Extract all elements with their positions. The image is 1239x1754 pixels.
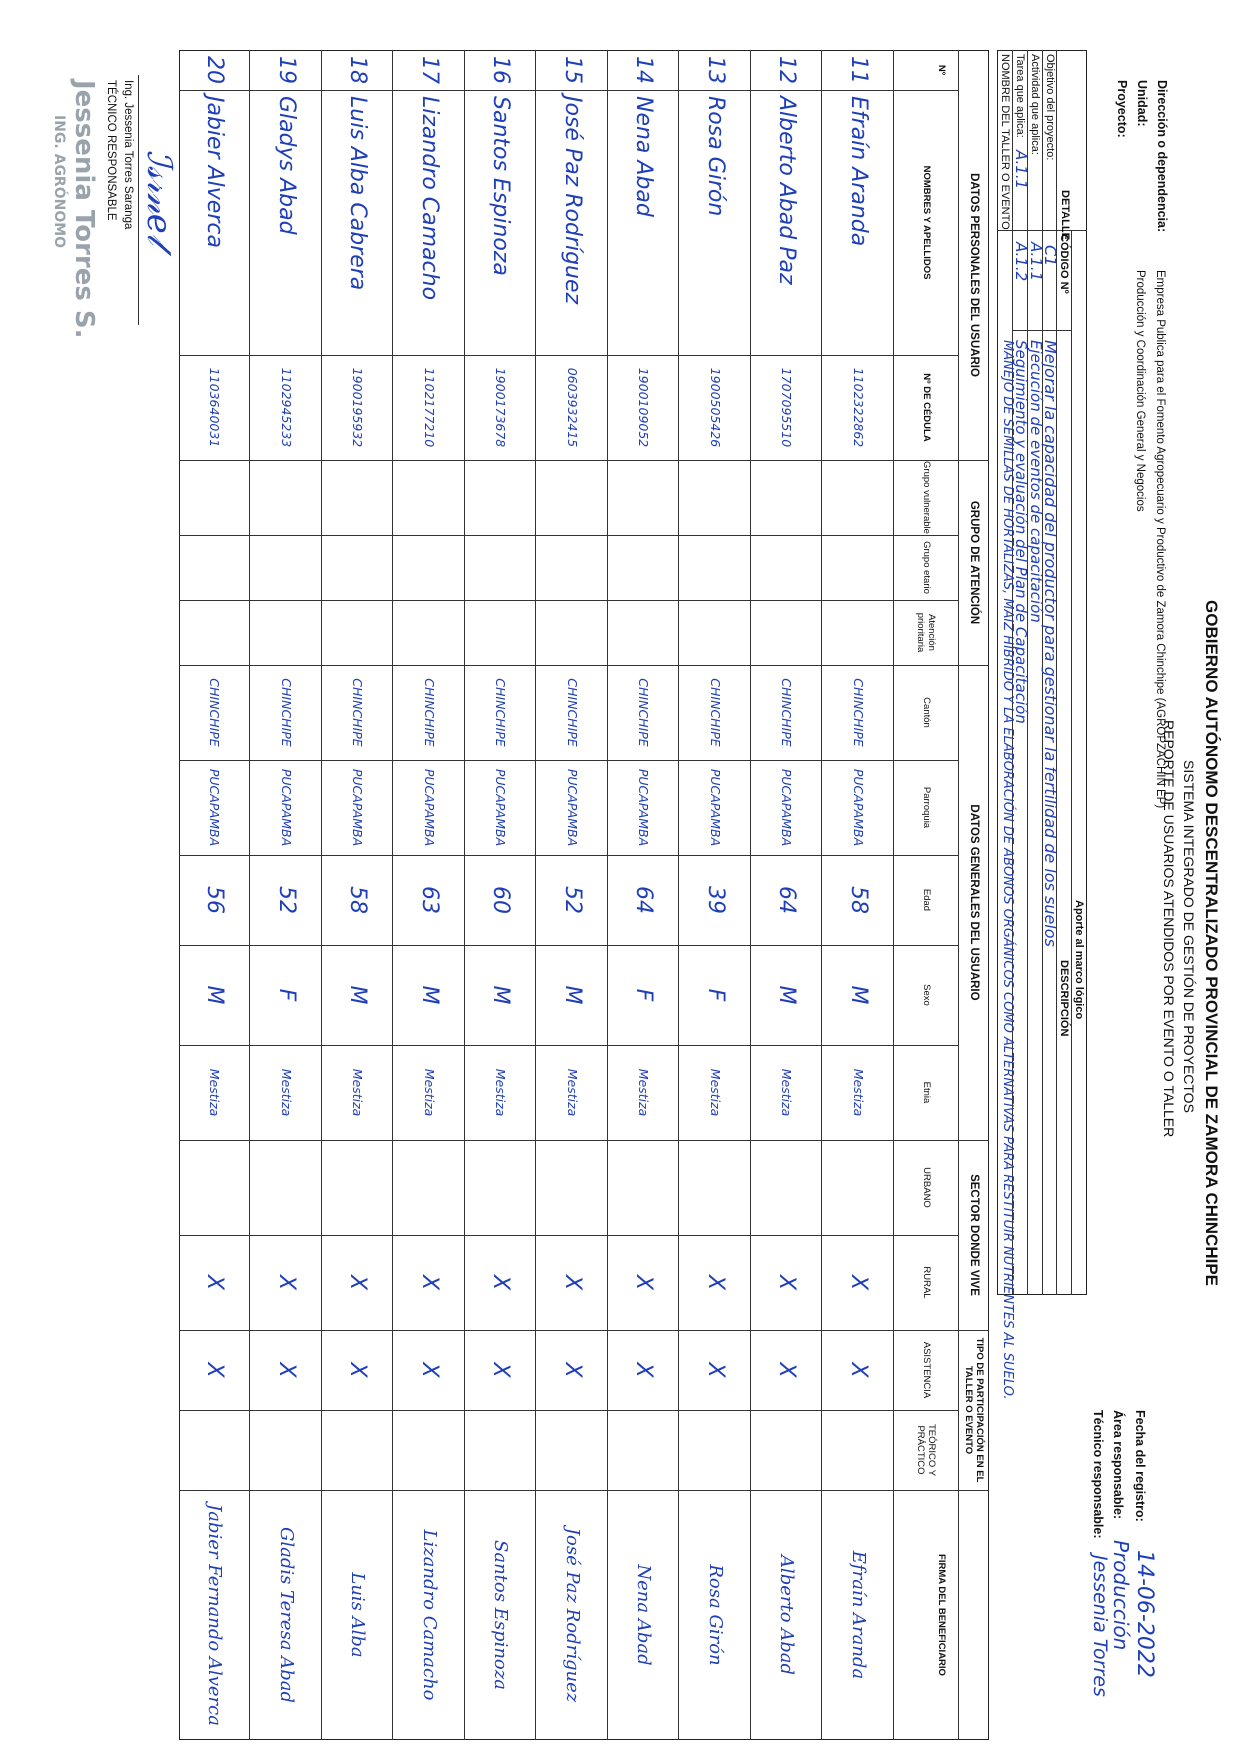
- row-rural: X: [416, 1274, 442, 1291]
- row-parroquia: PUCAPAMBA: [493, 768, 509, 847]
- row-number: 19: [273, 56, 299, 84]
- row-urbano: [608, 1140, 680, 1235]
- area-value: Producción: [1109, 1540, 1133, 1651]
- row-canton: CHINCHIPE: [278, 678, 294, 747]
- row-teorico: [394, 1410, 466, 1490]
- col-cedula: Nº DE CÉDULA: [921, 373, 932, 442]
- row-canton: CHINCHIPE: [850, 678, 866, 747]
- row-asistencia: X: [416, 1362, 442, 1378]
- row-parroquia: PUCAPAMBA: [278, 768, 294, 847]
- row-asistencia: X: [631, 1362, 657, 1378]
- row-cedula: 1900109052: [636, 367, 652, 448]
- group-personal: DATOS PERSONALES DEL USUARIO: [968, 173, 980, 377]
- row-asistencia: X: [488, 1362, 514, 1378]
- row-etnia: Mestiza: [779, 1068, 795, 1117]
- col-teorico: TEÓRICO Y PRÁCTICO: [915, 1423, 938, 1477]
- row-asistencia: X: [774, 1362, 800, 1378]
- row-asistencia: X: [273, 1362, 299, 1378]
- row-firma: José Paz Rodríguez: [561, 1527, 583, 1703]
- unidad-value: Producción y Coordinación General y Negocios: [1134, 270, 1146, 512]
- col-etario: Grupo etario: [921, 541, 932, 594]
- group-sector: SECTOR DONDE VIVE: [968, 1174, 980, 1296]
- col-codigo: CÓDIGO Nº: [1058, 234, 1070, 294]
- row-number: 17: [416, 56, 442, 84]
- col-firma: FIRMA DEL BENEFICIARIO: [936, 1554, 947, 1676]
- row-edad: 39: [702, 886, 728, 914]
- row-urbano: [394, 1140, 466, 1235]
- col-edad: Edad: [921, 888, 932, 912]
- row-name: José Paz Rodríguez: [559, 96, 585, 305]
- row-urbano: [465, 1140, 537, 1235]
- report-title: REPORTE DE USUARIOS ATENDIDOS POR EVENTO O TALLER: [1161, 720, 1177, 1138]
- row-cedula: 1102177210: [421, 367, 437, 448]
- row-teorico: [179, 1410, 251, 1490]
- col-canton: Cantón: [921, 697, 932, 728]
- col-prioritaria: Atención prioritaria: [915, 612, 938, 653]
- row-etnia: Mestiza: [278, 1068, 294, 1117]
- logic-row-actividad-label: Actividad que aplica:: [1029, 54, 1041, 155]
- tecnico-label: Técnico responsable:: [1091, 1410, 1105, 1539]
- row-name: Rosa Girón: [702, 96, 728, 217]
- row-name: Lizandro Camacho: [416, 96, 442, 301]
- row-asistencia: X: [845, 1362, 871, 1378]
- row-canton: CHINCHIPE: [707, 678, 723, 747]
- sign-role: TÉCNICO RESPONSABLE: [105, 80, 117, 221]
- row-number: 15: [559, 56, 585, 84]
- row-asistencia: X: [202, 1362, 228, 1378]
- row-etnia: Mestiza: [493, 1068, 509, 1117]
- row-edad: 63: [416, 886, 442, 914]
- row-number: 11: [845, 56, 871, 84]
- row-number: 13: [702, 56, 728, 84]
- row-teorico: [823, 1410, 895, 1490]
- row-urbano: [537, 1140, 609, 1235]
- row-urbano: [823, 1140, 895, 1235]
- row-edad: 58: [345, 886, 371, 914]
- fecha-value: 14-06-2022: [1132, 1550, 1157, 1678]
- row-rural: X: [702, 1274, 728, 1291]
- row-firma: Jabier Fernando Alverca: [204, 1504, 226, 1726]
- row-sexo: M: [488, 985, 514, 1005]
- row-etnia: Mestiza: [421, 1068, 437, 1117]
- proyecto-label: Proyecto:: [1115, 80, 1129, 138]
- row-parroquia: PUCAPAMBA: [779, 768, 795, 847]
- row-number: 18: [345, 56, 371, 84]
- row-canton: CHINCHIPE: [207, 678, 223, 747]
- row-firma: Luis Alba: [347, 1572, 369, 1658]
- row-urbano: [251, 1140, 323, 1235]
- row-canton: CHINCHIPE: [350, 678, 366, 747]
- group-tipo: TIPO DE PARTICIPACIÓN EN EL TALLER O EVENTO: [963, 1337, 985, 1483]
- row-cedula: 1707095510: [779, 367, 795, 448]
- row-firma: Alberto Abad: [776, 1554, 798, 1676]
- aporte-title: Aporte al marco lógico: [1073, 900, 1085, 1020]
- row-name: Santos Espinoza: [488, 96, 514, 276]
- row-asistencia: X: [702, 1362, 728, 1378]
- row-rural: X: [631, 1274, 657, 1291]
- row-etnia: Mestiza: [564, 1068, 580, 1117]
- row-teorico: [608, 1410, 680, 1490]
- col-etnia: Etnia: [921, 1081, 932, 1104]
- row-sexo: F: [702, 988, 728, 1002]
- row-firma: Efraín Aranda: [847, 1550, 869, 1680]
- row-teorico: [751, 1410, 823, 1490]
- row-rural: X: [774, 1274, 800, 1291]
- row-name: Nena Abad: [631, 96, 657, 217]
- row-name: Luis Alba Cabrera: [345, 96, 371, 291]
- row-cedula: 1900195932: [350, 367, 366, 448]
- row-cedula: 0603932415: [564, 367, 580, 448]
- tecnico-value: Jessenia Torres: [1089, 1555, 1111, 1697]
- row-name: Jabier Alverca: [202, 96, 228, 248]
- row-teorico: [537, 1410, 609, 1490]
- logic-row-objetivo-label: Objetivo del proyecto:: [1044, 54, 1056, 161]
- row-canton: CHINCHIPE: [493, 678, 509, 747]
- row-teorico: [465, 1410, 537, 1490]
- row-sexo: M: [559, 985, 585, 1005]
- row-edad: 60: [488, 886, 514, 914]
- row-name: Alberto Abad Paz: [774, 96, 800, 285]
- stamp-name: Jessenia Torres S.: [69, 80, 99, 339]
- col-descripcion: DESCRIPCIÓN: [1058, 960, 1070, 1037]
- col-asistencia: ASISTENCIA: [921, 1341, 932, 1399]
- col-n: Nº: [936, 64, 947, 76]
- row-etnia: Mestiza: [707, 1068, 723, 1117]
- group-atencion: GRUPO DE ATENCIÓN: [968, 500, 980, 625]
- row-canton: CHINCHIPE: [564, 678, 580, 747]
- row-edad: 58: [845, 886, 871, 914]
- logic-row-taller-label: NOMBRE DEL TALLER O EVENTO: [999, 54, 1011, 230]
- row-asistencia: X: [559, 1362, 585, 1378]
- logic-row-objetivo-code: C1: [1041, 245, 1060, 267]
- row-canton: CHINCHIPE: [636, 678, 652, 747]
- logic-row-tarea-extra: A.1.1: [1012, 150, 1030, 190]
- row-urbano: [751, 1140, 823, 1235]
- col-detalle: DETALLE: [1059, 190, 1071, 240]
- row-rural: X: [345, 1274, 371, 1291]
- logic-row-tarea-code: A.1.2: [1012, 242, 1030, 282]
- row-edad: 52: [273, 886, 299, 914]
- row-urbano: [680, 1140, 752, 1235]
- row-canton: CHINCHIPE: [779, 678, 795, 747]
- row-cedula: 1900173678: [493, 367, 509, 448]
- direccion-value: Empresa Publica para el Fomento Agropecuario y Productivo de Zamora Chinchipe (AGROPZACHIN EP): [1154, 270, 1166, 809]
- row-sexo: M: [845, 985, 871, 1005]
- row-teorico: [251, 1410, 323, 1490]
- logic-row-objetivo-desc: Mejorar la capacidad del productor para gestionar la fertilidad de los suelos: [1041, 340, 1060, 947]
- row-etnia: Mestiza: [636, 1068, 652, 1117]
- row-cedula: 1103640031: [207, 367, 223, 448]
- logic-row-tarea-label: Tarea que aplica:: [1014, 54, 1026, 138]
- area-label: Área responsable:: [1111, 1410, 1125, 1520]
- row-sexo: F: [273, 988, 299, 1002]
- row-urbano: [322, 1140, 394, 1235]
- logic-row-taller-desc: MANEJO DE SEMILLAS DE HORTALIZAS, MAIZ HÍBRIDO Y LA ELABORACIÓN DE ABONOS ORGÁNICOS COMO ALTERNATIVAS PARA RESTITUIR NUTRIENTES AL SUELO.: [1000, 340, 1015, 1400]
- row-cedula: 1102322862: [850, 367, 866, 448]
- stamp-role: ING. AGRÓNOMO: [51, 115, 67, 249]
- row-teorico: [322, 1410, 394, 1490]
- row-number: 12: [774, 56, 800, 84]
- row-firma: Santos Espinoza: [490, 1540, 512, 1690]
- col-vulnerable: Grupo vulnerable: [921, 461, 932, 534]
- row-sexo: F: [631, 988, 657, 1002]
- row-asistencia: X: [345, 1362, 371, 1378]
- row-firma: Lizandro Camacho: [418, 1529, 440, 1701]
- logic-row-actividad-desc: Ejecución de eventos de capacitación: [1027, 340, 1045, 623]
- unidad-label: Unidad:: [1135, 80, 1149, 127]
- row-rural: X: [559, 1274, 585, 1291]
- row-sexo: M: [416, 985, 442, 1005]
- row-firma: Gladis Teresa Abad: [275, 1526, 297, 1704]
- row-etnia: Mestiza: [207, 1068, 223, 1117]
- direccion-label: Dirección o dependencia:: [1155, 80, 1169, 233]
- row-parroquia: PUCAPAMBA: [707, 768, 723, 847]
- row-sexo: M: [202, 985, 228, 1005]
- row-number: 14: [631, 56, 657, 84]
- row-teorico: [680, 1410, 752, 1490]
- col-nombres: NOMBRES Y APELLIDOS: [921, 165, 932, 280]
- fecha-label: Fecha del registro:: [1133, 1410, 1147, 1522]
- row-sexo: M: [774, 985, 800, 1005]
- row-edad: 64: [631, 886, 657, 914]
- row-number: 16: [488, 56, 514, 84]
- row-rural: X: [488, 1274, 514, 1291]
- row-urbano: [179, 1140, 251, 1235]
- row-parroquia: PUCAPAMBA: [421, 768, 437, 847]
- row-name: Gladys Abad: [273, 96, 299, 235]
- col-sexo: Sexo: [921, 984, 932, 1006]
- row-name: Efraín Aranda: [845, 96, 871, 247]
- row-firma: Nena Abad: [633, 1564, 655, 1666]
- col-urbano: URBANO: [921, 1167, 932, 1208]
- row-number: 20: [202, 56, 228, 84]
- tech-signature: ℐ𝓈𝓇𝓃𝑒𝓁: [139, 150, 179, 246]
- row-etnia: Mestiza: [350, 1068, 366, 1117]
- row-parroquia: PUCAPAMBA: [207, 768, 223, 847]
- row-parroquia: PUCAPAMBA: [350, 768, 366, 847]
- row-rural: X: [273, 1274, 299, 1291]
- col-parroquia: Parroquia: [921, 786, 932, 829]
- row-rural: X: [202, 1274, 228, 1291]
- row-sexo: M: [345, 985, 371, 1005]
- row-parroquia: PUCAPAMBA: [850, 768, 866, 847]
- row-canton: CHINCHIPE: [421, 678, 437, 747]
- row-rural: X: [845, 1274, 871, 1291]
- row-firma: Rosa Girón: [704, 1564, 726, 1666]
- row-edad: 64: [774, 886, 800, 914]
- group-generales: DATOS GENERALES DEL USUARIO: [968, 804, 980, 1001]
- logic-row-tarea-desc: Seguimiento y evaluación del Plan de Capacitación: [1012, 340, 1030, 724]
- row-cedula: 1900505426: [707, 367, 723, 448]
- org-title: GOBIERNO AUTÓNOMO DESCENTRALIZADO PROVINCIAL DE ZAMORA CHINCHIPE: [1202, 600, 1221, 1286]
- row-parroquia: PUCAPAMBA: [636, 768, 652, 847]
- col-rural: RURAL: [921, 1266, 932, 1299]
- row-edad: 56: [202, 886, 228, 914]
- row-edad: 52: [559, 886, 585, 914]
- row-etnia: Mestiza: [850, 1068, 866, 1117]
- sign-name: Ing. Jessenia Torres Saranga: [122, 80, 134, 230]
- system-title: SISTEMA INTEGRADO DE GESTIÓN DE PROYECTOS: [1181, 760, 1197, 1113]
- row-cedula: 1102945233: [278, 367, 294, 448]
- logic-row-actividad-code: A.1.1: [1027, 242, 1045, 282]
- row-parroquia: PUCAPAMBA: [564, 768, 580, 847]
